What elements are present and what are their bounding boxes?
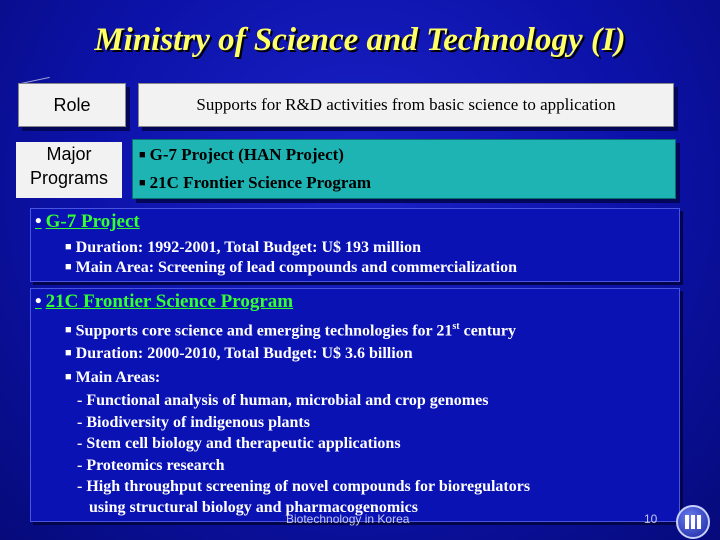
slide-title: Ministry of Science and Technology (I) (94, 22, 626, 58)
role-label-text: Role (53, 94, 91, 115)
frontier-supports-suffix: century (459, 322, 517, 340)
role-description (138, 83, 674, 127)
dot-bullet-icon: • (35, 211, 42, 232)
g7-main-area-text: Main Area: Screening of lead compounds and commercialization (75, 259, 517, 276)
major-programs-label (16, 142, 122, 198)
logo-icon (676, 505, 710, 539)
frontier-supports-line (65, 321, 516, 340)
frontier-main-areas-text: Main Areas: (75, 369, 161, 386)
square-bullet-icon: ■ (65, 241, 72, 253)
g7-duration-line (65, 239, 421, 257)
program-item-text: G-7 Project (HAN Project) (149, 145, 344, 164)
footer-text: Biotechnology in Korea (286, 512, 410, 526)
square-bullet-icon: ■ (65, 324, 72, 337)
program-item (139, 173, 371, 193)
g7-project-panel (30, 208, 680, 282)
square-bullet-icon: ■ (139, 177, 146, 189)
major-label-line2: Programs (29, 168, 109, 188)
area-item: - Proteomics research (77, 457, 225, 474)
square-bullet-icon: ■ (65, 371, 72, 383)
frontier-supports-text: Supports core science and emerging technologies for 21 (75, 322, 453, 340)
major-programs-list (132, 139, 676, 199)
frontier-main-areas-line (65, 369, 160, 387)
area-item-continuation: using structural biology and pharmacogenomics (89, 499, 418, 516)
area-item: - High throughput screening of novel compounds for bioregulators (77, 478, 531, 495)
program-item-text: 21C Frontier Science Program (149, 173, 372, 192)
g7-heading-text: G-7 Project (45, 211, 140, 232)
superscript-st: st (452, 321, 460, 332)
dot-bullet-icon: • (35, 291, 42, 312)
square-bullet-icon: ■ (65, 261, 72, 273)
program-item (139, 145, 344, 165)
g7-project-heading (35, 211, 140, 233)
area-item: - Biodiversity of indigenous plants (77, 414, 310, 431)
frontier-program-heading (35, 291, 293, 313)
area-item: - Stem cell biology and therapeutic applications (77, 435, 401, 452)
frontier-heading-text: 21C Frontier Science Program (45, 291, 294, 312)
role-label (18, 83, 126, 127)
frontier-program-panel (30, 288, 680, 522)
area-item: - Functional analysis of human, microbial and crop genomes (77, 392, 489, 409)
page-number: 10 (644, 512, 658, 526)
frontier-duration-text: Duration: 2000-2010, Total Budget: U$ 3.6 billion (75, 345, 413, 362)
role-description-text: Supports for R&D activities from basic science to application (196, 95, 616, 114)
g7-main-area-line (65, 259, 517, 277)
square-bullet-icon: ■ (65, 347, 72, 359)
frontier-duration-line (65, 345, 413, 363)
major-label-line1: Major (46, 144, 92, 164)
g7-duration-text: Duration: 1992-2001, Total Budget: U$ 193 million (75, 239, 422, 256)
square-bullet-icon: ■ (139, 149, 146, 161)
